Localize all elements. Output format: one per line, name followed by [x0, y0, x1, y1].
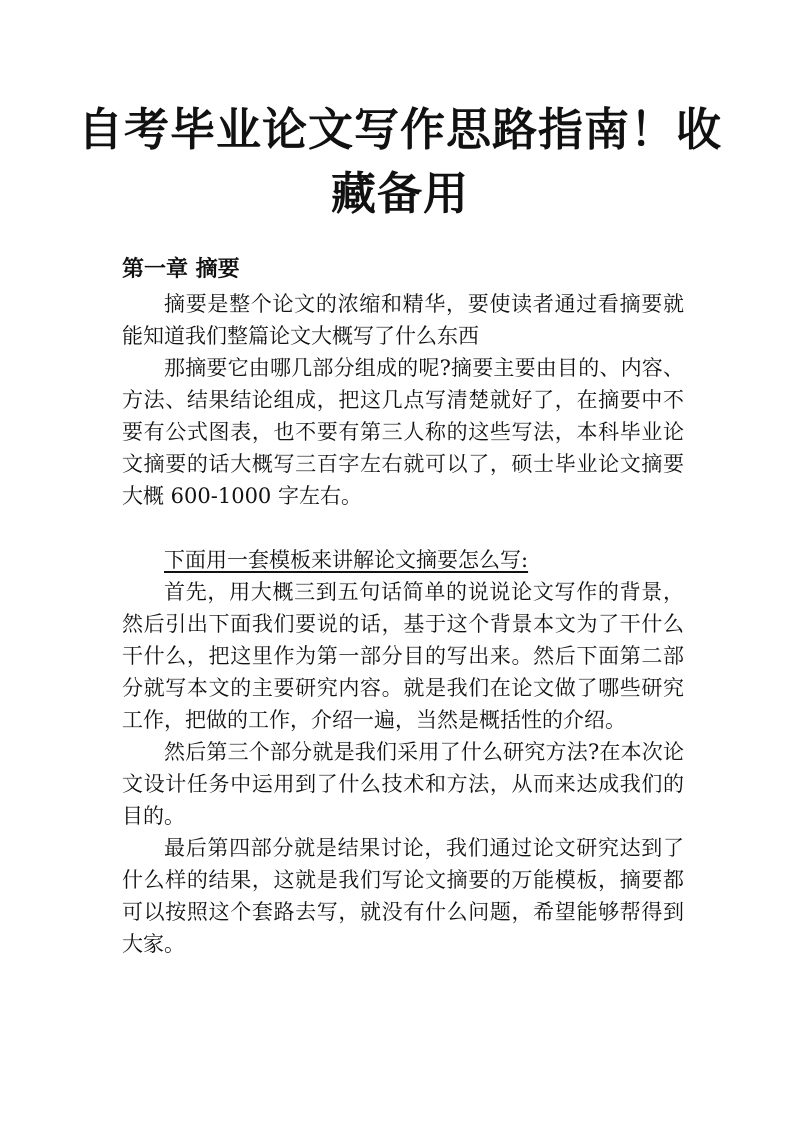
- paragraph-abstract-components: 那摘要它由哪几部分组成的呢?摘要主要由目的、内容、方法、结果结论组成，把这几点写清楚就好了，在摘要中不要有公式图表，也不要有第三人称的这些写法，本科毕业论文摘要的话大概写三百字左右就可以了，硕士毕业论文摘要大概 600-1000 字左右。: [122, 356, 684, 508]
- page-title: 自考毕业论文写作思路指南！收藏备用: [77, 103, 722, 220]
- paragraph-template-part-four: 最后第四部分就是结果讨论，我们通过论文研究达到了什么样的结果，这就是我们写论文摘要的万能模板，摘要都可以按照这个套路去写，就没有什么问题，希望能够帮得到大家。: [122, 836, 684, 956]
- template-heading: 下面用一套模板来讲解论文摘要怎么写:: [164, 548, 529, 572]
- chapter-heading: 第一章 摘要: [122, 257, 240, 282]
- paragraph-abstract-definition: 摘要是整个论文的浓缩和精华，要使读者通过看摘要就能知道我们整篇论文大概写了什么东西: [122, 292, 684, 348]
- paragraph-template-part-three: 然后第三个部分就是我们采用了什么研究方法?在本次论文设计任务中运用到了什么技术和方法，从而来达成我们的目的。: [122, 740, 684, 828]
- paragraph-spacer: [122, 512, 684, 544]
- template-heading-line: [122, 544, 684, 576]
- document-body: [122, 252, 684, 960]
- paragraph-template-part-one: 首先，用大概三到五句话简单的说说论文写作的背景，然后引出下面我们要说的话，基于这个背景本文为了干什么干什么，把这里作为第一部分目的写出来。然后下面第二部分就写本文的主要研究内容。就是我们在论文做了哪些研究工作，把做的工作，介绍一遍，当然是概括性的介绍。: [122, 580, 684, 732]
